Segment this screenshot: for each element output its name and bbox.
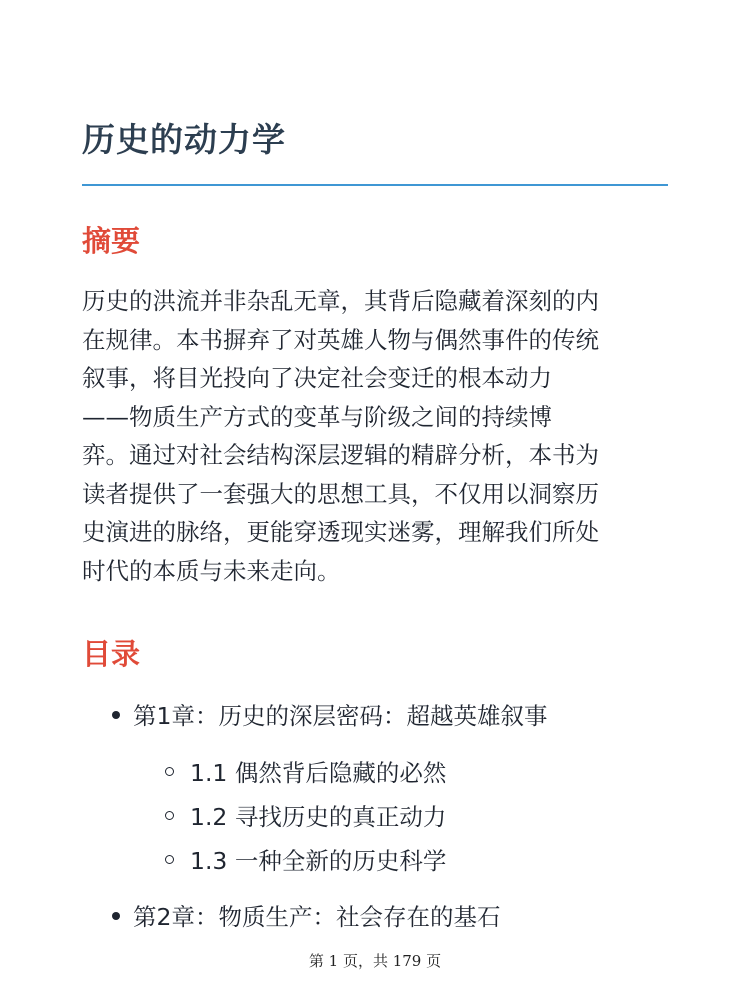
summary-line: 叙事，将目光投向了决定社会变迁的根本动力 — [82, 364, 552, 392]
summary-line: 历史的洪流并非杂乱无章，其背后隐藏着深刻的内 — [82, 287, 599, 315]
page-title: 历史的动力学 — [82, 120, 286, 159]
summary-heading: 摘要 — [82, 224, 141, 258]
toc-heading: 目录 — [82, 637, 141, 671]
toc-chapter-1 — [112, 699, 547, 733]
toc-section-1-3-label: 1.3 一种全新的历史科学 — [190, 847, 447, 875]
toc-section-1-2 — [165, 800, 446, 834]
bullet-icon — [112, 912, 120, 920]
summary-line: 读者提供了一套强大的思想工具，不仅用以洞察历 — [82, 479, 599, 508]
toc-section-1-3 — [165, 844, 446, 878]
summary-paragraph — [82, 282, 672, 590]
toc-chapter-1-label: 第1章：历史的深层密码：超越英雄叙事 — [133, 702, 548, 730]
summary-line: ——物质生产方式的变革与阶级之间的持续博 — [82, 402, 552, 431]
summary-line: 弈。通过对社会结构深层逻辑的精辟分析，本书为 — [82, 441, 599, 469]
bullet-icon — [112, 711, 120, 719]
toc-section-1-1 — [165, 756, 446, 790]
circle-bullet-icon — [165, 811, 174, 820]
summary-line: 在规律。本书摒弃了对英雄人物与偶然事件的传统 — [82, 325, 599, 354]
toc-chapter-2 — [112, 900, 500, 934]
toc-section-1-2-label: 1.2 寻找历史的真正动力 — [190, 803, 447, 831]
summary-line: 时代的本质与未来走向。 — [82, 556, 341, 585]
page-number-footer: 第 1 页，共 179 页 — [308, 952, 442, 970]
summary-line: 史演进的脉络，更能穿透现实迷雾，理解我们所处 — [82, 518, 599, 546]
title-divider — [82, 184, 668, 186]
toc-section-1-1-label: 1.1 偶然背后隐藏的必然 — [190, 759, 447, 787]
circle-bullet-icon — [165, 855, 174, 864]
circle-bullet-icon — [165, 767, 174, 776]
toc-chapter-2-label: 第2章：物质生产：社会存在的基石 — [133, 903, 501, 931]
